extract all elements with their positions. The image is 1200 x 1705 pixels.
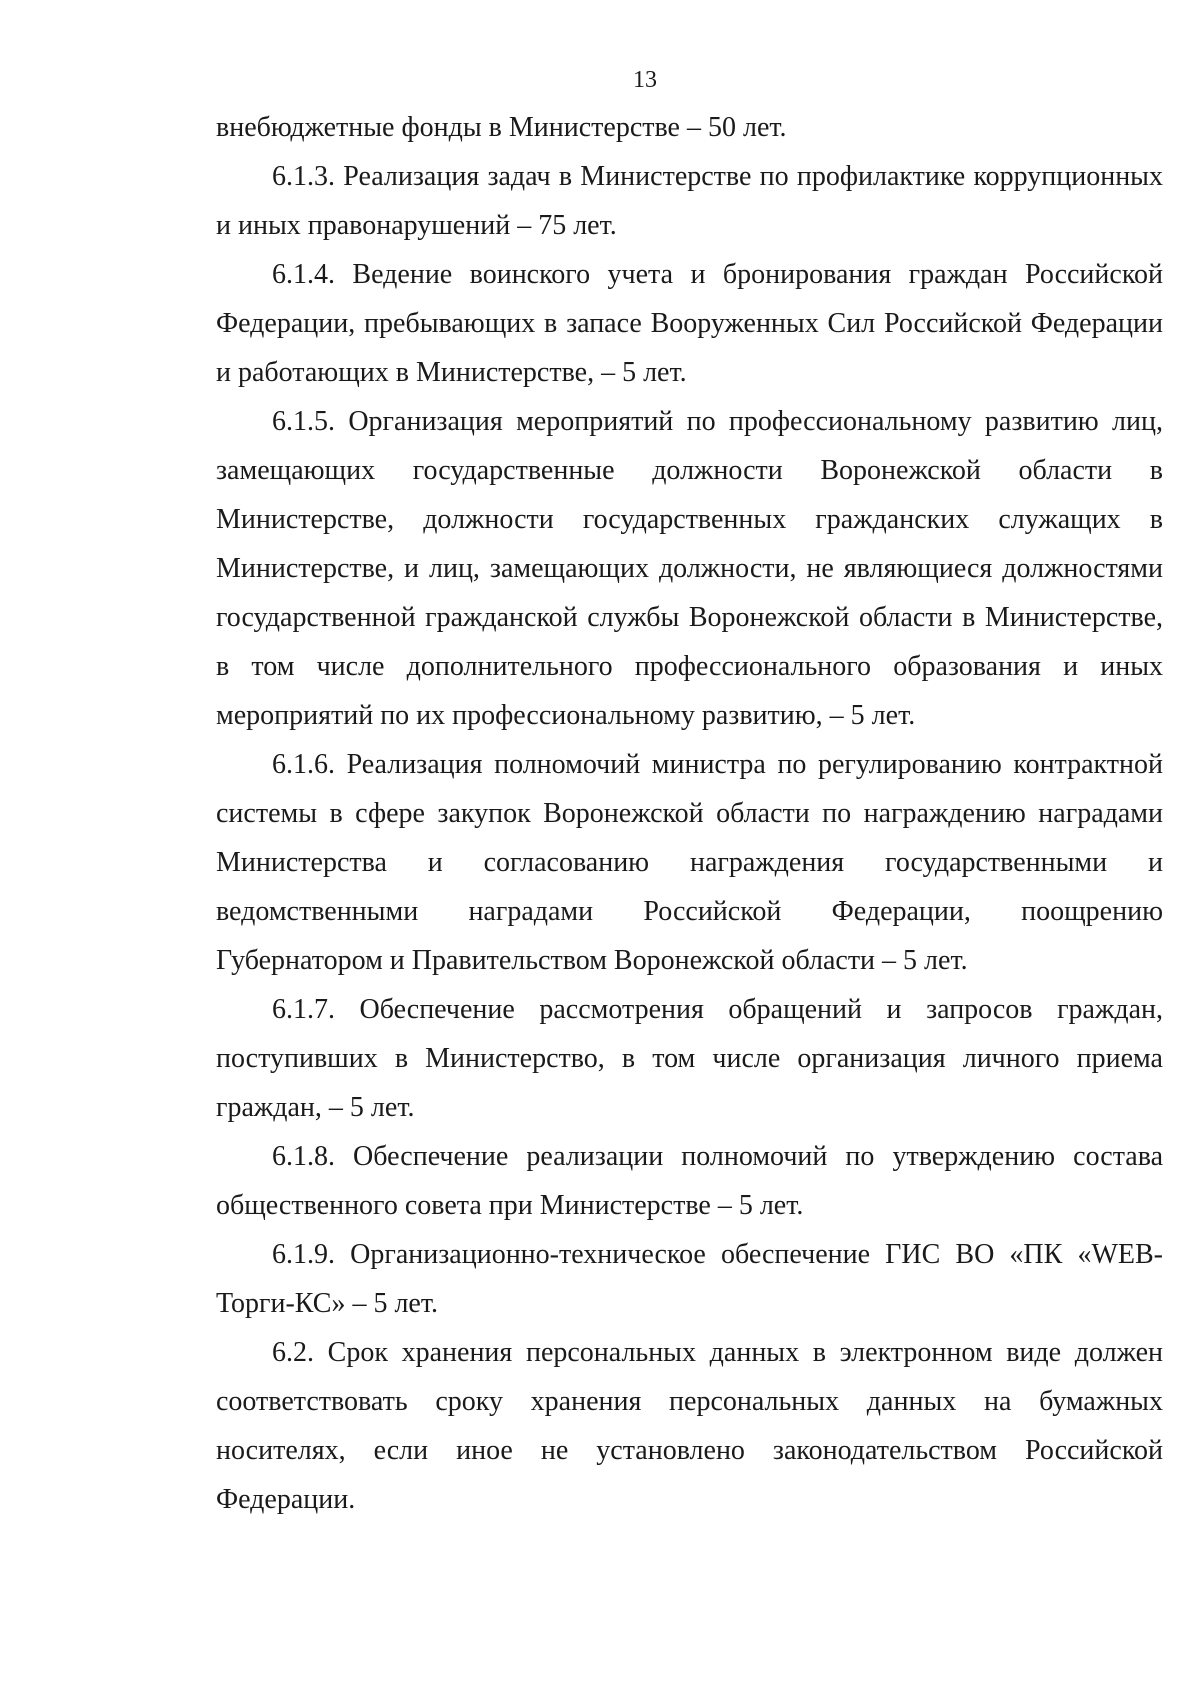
paragraph-6-1-6: 6.1.6. Реализация полномочий министра по регулированию контрактной системы в сфере закупок Воронежской области по награждению наградами Министерства и согласованию награждения государственными и ведомственными наградами Российской Федерации, поощрению Губернатором и Правительством Воронежской области – 5 лет. <box>216 749 1163 976</box>
document-body <box>216 103 1163 1524</box>
paragraph-6-1-5: 6.1.5. Организация мероприятий по профессиональному развитию лиц, замещающих государственные должности Воронежской области в Министерстве, должности государственных гражданских служащих в Министерстве, и лиц, замещающих должности, не являющиеся должностями государственной гражданской службы Воронежской области в Министерстве, в том числе дополнительного профессионального образования и иных мероприятий по их профессиональному развитию, – 5 лет. <box>216 406 1163 731</box>
page-number: 13 <box>633 67 657 93</box>
paragraph-6-2: 6.2. Срок хранения персональных данных в электронном виде должен соответствовать сроку хранения персональных данных на бумажных носителях, если иное не установлено законодательством Российской Федерации. <box>216 1337 1163 1515</box>
paragraph-continuation: внебюджетные фонды в Министерстве – 50 лет. <box>216 112 787 143</box>
paragraph-6-1-4: 6.1.4. Ведение воинского учета и бронирования граждан Российской Федерации, пребывающих в запасе Вооруженных Сил Российской Федерации и работающих в Министерстве, – 5 лет. <box>216 259 1163 388</box>
paragraph-6-1-9: 6.1.9. Организационно-техническое обеспечение ГИС ВО «ПК «WEB-Торги-КС» – 5 лет. <box>216 1239 1163 1319</box>
paragraph-6-1-8: 6.1.8. Обеспечение реализации полномочий по утверждению состава общественного совета при Министерстве – 5 лет. <box>216 1141 1163 1221</box>
paragraph-6-1-3: 6.1.3. Реализация задач в Министерстве по профилактике коррупционных и иных правонарушений – 75 лет. <box>216 161 1163 241</box>
paragraph-6-1-7: 6.1.7. Обеспечение рассмотрения обращений и запросов граждан, поступивших в Министерство, в том числе организация личного приема граждан, – 5 лет. <box>216 994 1163 1123</box>
